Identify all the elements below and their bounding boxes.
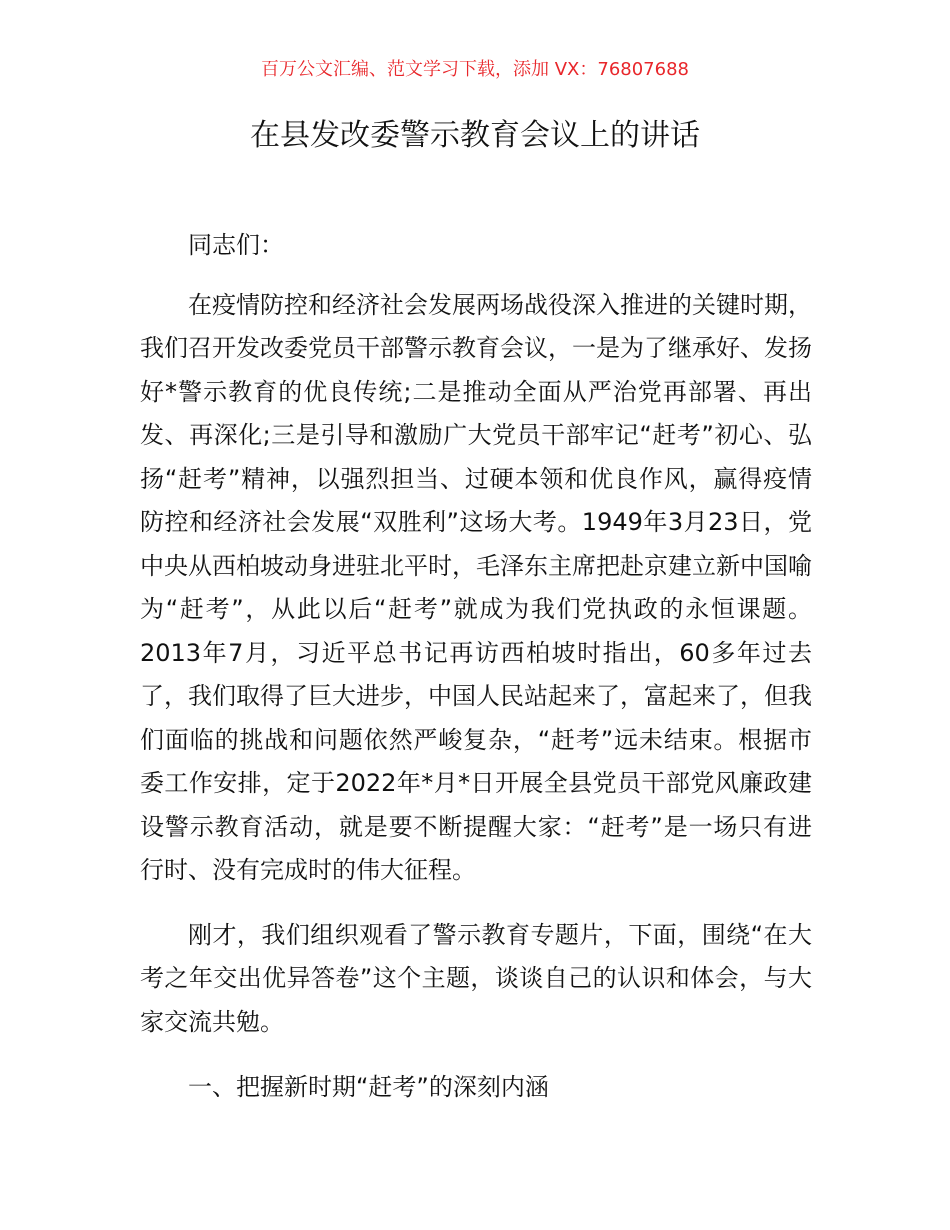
salutation: 同志们： bbox=[188, 231, 284, 259]
document-title: 在县发改委警示教育会议上的讲话 bbox=[250, 118, 700, 153]
paragraph-transition: 刚才，我们组织观看了警示教育专题片，下面，围绕“在大考之年交出优异答卷”这个主题，谈谈自己的认识和体会，与大家交流共勉。 bbox=[140, 920, 812, 1036]
promo-banner: 百万公文汇编、范文学习下载，添加 VX：76807688 bbox=[261, 59, 689, 80]
section-heading-1: 一、把握新时期“赶考”的深刻内涵 bbox=[188, 1073, 549, 1101]
paragraph-opening: 在疫情防控和经济社会发展两场战役深入推进的关键时期，我们召开发改委党员干部警示教育会议，一是为了继承好、发扬好*警示教育的优良传统;二是推动全面从严治党再部署、再出发、再深化;三是引导和激励广大党员干部牢记“赶考”初心、弘扬“赶考”精神，以强烈担当、过硬本领和优良作风，赢得疫情防控和经济社会发展“双胜利”这场大考。1949年3月23日，党中央从西柏坡动身进驻北平时，毛泽东主席把赴京建立新中国喻为“赶考”，从此以后“赶考”就成为我们党执政的永恒课题。2013年7月，习近平总书记再访西柏坡时指出，60多年过去了，我们取得了巨大进步，中国人民站起来了，富起来了，但我们面临的挑战和问题依然严峻复杂，“赶考”远未结束。根据市委工作安排，定于2022年*月*日开展全县党员干部党风廉政建设警示教育活动，就是要不断提醒大家：“赶考”是一场只有进行时、没有完成时的伟大征程。 bbox=[140, 290, 812, 884]
document-body bbox=[140, 224, 812, 1110]
